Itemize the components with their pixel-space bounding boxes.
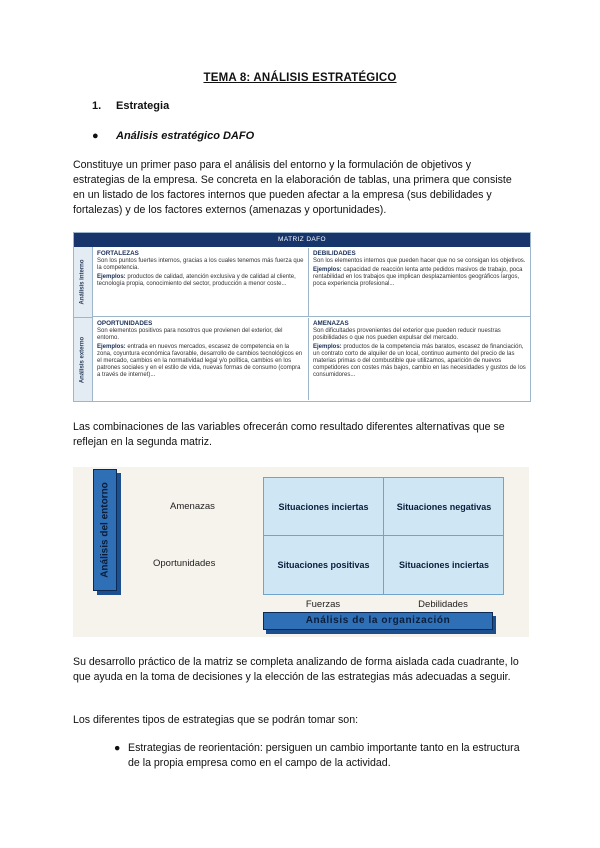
examples-label: Ejemplos:	[313, 344, 342, 350]
page-title: TEMA 8: ANÁLISIS ESTRATÉGICO	[203, 72, 397, 84]
section-heading-estrategia	[92, 100, 169, 112]
dafo-cell-fortalezas	[93, 248, 309, 317]
matrix-cell-oportunidades-debilidades: Situaciones inciertas	[398, 560, 490, 570]
dafo-matrix-image	[73, 232, 531, 402]
section-number: 1.	[92, 100, 102, 112]
examples-text: productos de calidad, atención exclusiva y de calidad al cliente, tecnología propia, conocimiento del sector, producción a menor coste...	[97, 274, 296, 287]
paragraph-development: Su desarrollo práctico de la matriz se completa analizando de forma aislada cada cuadrante, lo que ayuda en la toma de decisiones y la elección de las estrategias más adecuadas a seguir.	[73, 656, 519, 683]
dafo-side-internal-label: Análisis interno	[79, 259, 86, 305]
dafo-cell-oportunidades	[93, 318, 309, 400]
dafo-cell-debilidades	[309, 248, 530, 317]
matrix-cell-amenazas-debilidades: Situaciones negativas	[384, 478, 504, 536]
vertical-axis-label: Análisis del entorno	[99, 482, 111, 578]
examples-text: capacidad de reacción lenta ante pedidos masivos de trabajo, poca rentabilidad en los trabajos que implican desplazamientos geográficos largos, poca experiencia profesional...	[313, 267, 523, 287]
cell-description: Son elementos positivos para nosotros que provienen del exterior, del entorno.	[97, 328, 283, 341]
cell-title: OPORTUNIDADES	[97, 320, 153, 327]
cell-title: AMENAZAS	[313, 320, 349, 327]
column-label-fuerzas: Fuerzas	[305, 599, 341, 610]
cell-description: Son dificultades provenientes del exterior que pueden reducir nuestras posibilidades o que nos pueden expulsar del mercado.	[313, 328, 501, 341]
cell-description: Son los elementos internos que pueden hacer que no se consigan los objetivos.	[313, 258, 526, 264]
dafo-header: MATRIZ DAFO	[74, 233, 530, 247]
bullet-icon: ●	[114, 742, 121, 754]
cell-examples	[313, 267, 526, 288]
cell-examples	[313, 344, 526, 379]
examples-text: productos de la competencia más baratos, escasez de financiación, un contrato corto de alquiler de un local, continuo aumento del precio de las materias primas o del combustible que utilizamos, aparición de nuevos competidores con costes más bajos, cambio en las necesidades y gustos de los consumidores...	[313, 344, 526, 378]
examples-text: entrada en nuevos mercados, escasez de competencia en la zona, coyuntura económica favorable, desarrollo de cambios tecnológicos en el mercado, cambios en la normatividad legal y/o política, cambios en los patrones sociales y en el estilo de vida, nuevas formas de consumo (compra a través de internet)...	[97, 344, 303, 378]
examples-label: Ejemplos:	[313, 267, 342, 273]
matrix-grid	[263, 477, 504, 595]
paragraph-intro: Constituye un primer paso para el análisis del entorno y la formulación de objetivos y estrategias de la empresa. Se concreta en la elaboración de tablas, una primera que consiste en un listado de los factores internos que pueden afectar a la empresa (sus debilidades y fortalezas) y de los factores externos (amenazas y oportunidades).	[73, 159, 512, 216]
dafo-cell-amenazas	[309, 318, 530, 400]
examples-label: Ejemplos:	[97, 274, 126, 280]
strategy-matrix-image	[73, 467, 529, 637]
bullet-icon: ●	[92, 130, 99, 142]
subsection-label: Análisis estratégico DAFO	[116, 130, 255, 142]
cell-description: Son los puntos fuertes internos, gracias a los cuales tenemos más fuerza que la competencia.	[97, 258, 304, 271]
paragraph-strategy-types: Los diferentes tipos de estrategias que se podrán tomar son:	[73, 714, 359, 726]
row-label-oportunidades: Oportunidades	[153, 558, 216, 569]
column-label-debilidades: Debilidades	[418, 599, 468, 610]
dafo-side-external-label: Análisis externo	[79, 336, 86, 383]
matrix-cell-oportunidades-fuerzas: Situaciones positivas	[264, 536, 384, 594]
section-label: Estrategia	[116, 100, 170, 112]
cell-examples	[97, 274, 304, 288]
row-label-amenazas: Amenazas	[170, 501, 215, 512]
paragraph-combinations: Las combinaciones de las variables ofrecerán como resultado diferentes alternativas que se reflejan en la segunda matriz.	[73, 421, 505, 448]
matrix-cell-amenazas-fuerzas: Situaciones inciertas	[264, 478, 384, 536]
cell-title: FORTALEZAS	[97, 250, 139, 257]
cell-examples	[97, 344, 304, 379]
horizontal-axis-bar: Análisis de la organización	[263, 612, 493, 630]
dafo-side-internal	[74, 247, 93, 318]
list-item-reorientation	[114, 741, 528, 771]
cell-title: DEBILIDADES	[313, 250, 356, 257]
dafo-side-external	[74, 318, 93, 401]
vertical-axis-bar	[93, 469, 117, 591]
subsection-heading-dafo	[92, 130, 254, 142]
list-item-text: Estrategias de reorientación: persiguen un cambio importante tanto en la estructura de la propia empresa como en el campo de la actividad.	[128, 742, 520, 769]
examples-label: Ejemplos:	[97, 344, 126, 350]
